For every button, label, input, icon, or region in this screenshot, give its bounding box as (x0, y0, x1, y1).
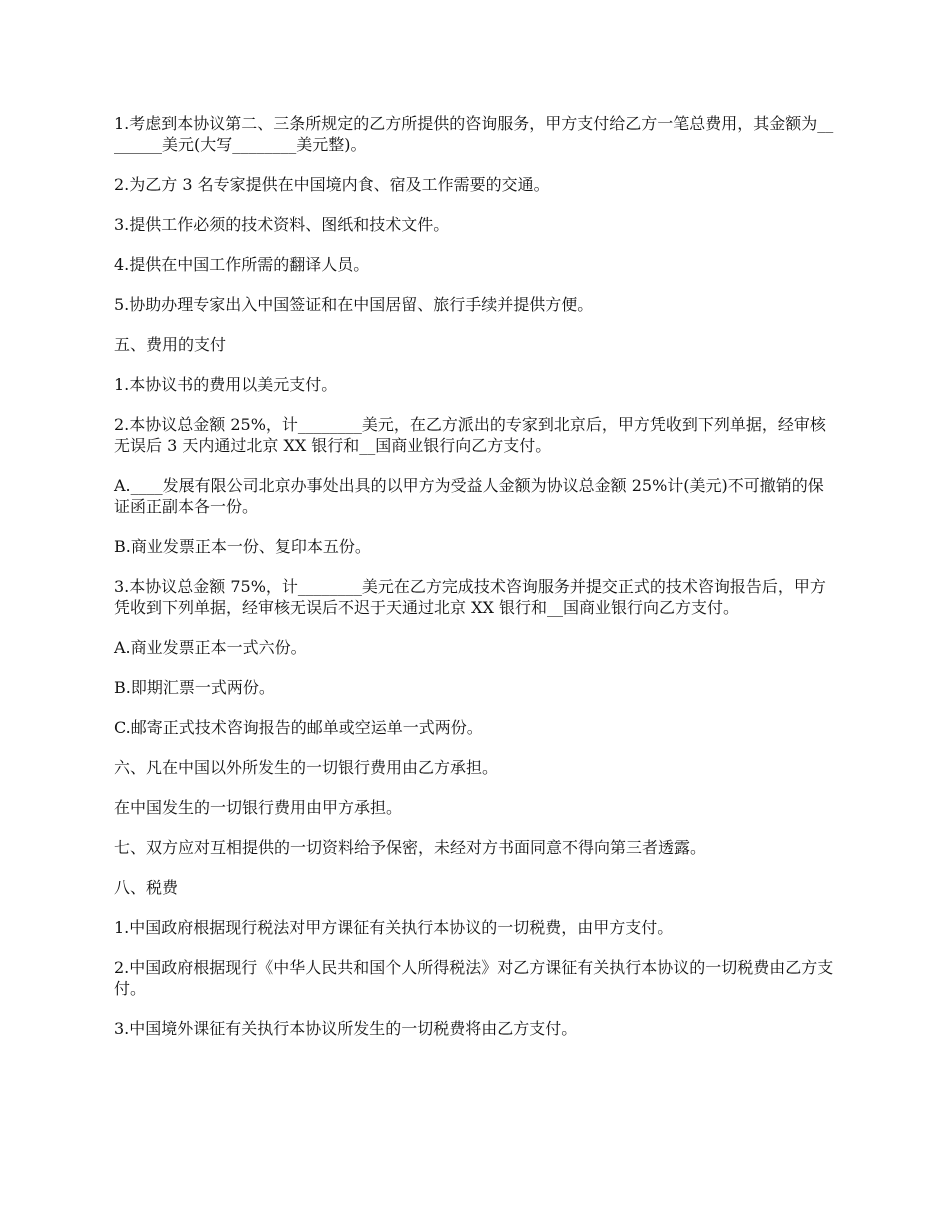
paragraph-translators: 4.提供在中国工作所需的翻译人员。 (114, 255, 370, 274)
paragraph-tax-party-a: 1.中国政府根据现行税法对甲方课征有关执行本协议的一切税费，由甲方支付。 (114, 918, 674, 937)
paragraph-sight-draft: B.即期汇票一式两份。 (114, 678, 275, 697)
paragraph-foreign-taxes: 3.中国境外课征有关执行本协议所发生的一切税费将由乙方支付。 (114, 1019, 578, 1038)
document-body (114, 113, 838, 1058)
paragraph-fee-total: 1.考虑到本协议第二、三条所规定的乙方所提供的咨询服务，甲方支付给乙方一笔总费用，其金额为________美元(大写________美元整)。 (114, 114, 834, 154)
paragraph-commercial-invoice-copies: B.商业发票正本一份、复印本五份。 (114, 537, 371, 556)
paragraph-visa-assistance: 5.协助办理专家出入中国签证和在中国居留、旅行手续并提供方便。 (114, 295, 594, 314)
paragraph-final-installment: 3.本协议总金额 75%，计________美元在乙方完成技术咨询服务并提交正式的技术咨询报告后，甲方凭收到下列单据，经审核无误后不迟于天通过北京 XX 银行和__国商业银行向乙方支付。 (114, 577, 826, 617)
paragraph-invoice-originals: A.商业发票正本一式六份。 (114, 638, 307, 657)
section-heading-foreign-bank-fees: 六、凡在中国以外所发生的一切银行费用由乙方承担。 (114, 758, 499, 777)
paragraph-domestic-bank-fees: 在中国发生的一切银行费用由甲方承担。 (114, 798, 403, 817)
paragraph-technical-materials: 3.提供工作必须的技术资料、图纸和技术文件。 (114, 215, 450, 234)
paragraph-payment-currency: 1.本协议书的费用以美元支付。 (114, 375, 338, 394)
section-heading-taxes: 八、税费 (114, 878, 179, 897)
paragraph-tax-party-b: 2.中国政府根据现行《中华人民共和国个人所得税法》对乙方课征有关执行本协议的一切税费由乙方支付。 (114, 958, 834, 998)
paragraph-shipping-document: C.邮寄正式技术咨询报告的邮单或空运单一式两份。 (114, 718, 483, 737)
paragraph-first-installment: 2.本协议总金额 25%，计________美元，在乙方派出的专家到北京后，甲方凭收到下列单据，经审核无误后 3 天内通过北京 XX 银行和__国商业银行向乙方支付。 (114, 415, 826, 455)
paragraph-expert-transport: 2.为乙方 3 名专家提供在中国境内食、宿及工作需要的交通。 (114, 175, 550, 194)
section-heading-payment: 五、费用的支付 (114, 335, 227, 354)
section-heading-confidentiality: 七、双方应对互相提供的一切资料给予保密，未经对方书面同意不得向第三者透露。 (114, 838, 707, 857)
paragraph-guarantee-letter: A.____发展有限公司北京办事处出具的以甲方为受益人金额为协议总金额 25%计(美元)不可撤销的保证函正副本各一份。 (114, 476, 824, 516)
